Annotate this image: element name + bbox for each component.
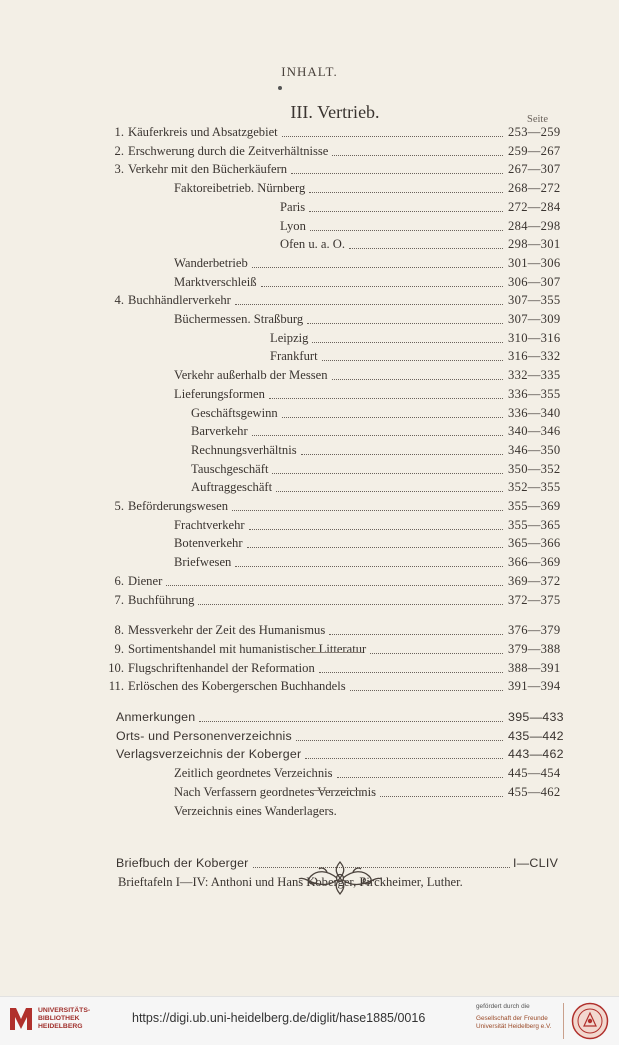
leader-dots — [301, 441, 503, 460]
seite-label: Seite — [527, 114, 548, 125]
toc-row — [0, 366, 619, 385]
toc-row — [0, 553, 619, 572]
toc-row — [0, 329, 619, 348]
toc-row — [0, 497, 619, 516]
toc-title: Verzeichnis eines Wanderlagers. — [174, 803, 337, 818]
toc-pages: 388—391 — [508, 660, 561, 675]
leader-dots — [269, 385, 503, 404]
toc-title: Barverkehr — [191, 424, 248, 439]
toc-title: Briefbuch der Koberger — [116, 856, 249, 871]
toc-pages: 366—369 — [508, 555, 561, 570]
toc-title: Ofen u. a. O. — [280, 237, 346, 252]
toc-title: Geschäftsgewinn — [191, 405, 278, 420]
toc-pages: 298—301 — [508, 237, 561, 252]
ub-heidelberg-label: UNIVERSITÄTS- BIBLIOTHEK HEIDELBERG — [38, 1007, 91, 1030]
section-title: III. Vertrieb. — [290, 102, 380, 122]
toc-row — [0, 347, 619, 366]
page-header: INHALT. — [281, 64, 338, 79]
toc-title: Brieftafeln I—IV: Anthoni und Hans Koberger, Pirckheimer, Luther. — [118, 874, 463, 889]
toc-title: Briefwesen — [174, 555, 232, 570]
toc-title: Verkehr außerhalb der Messen — [174, 368, 328, 383]
leader-dots — [282, 123, 503, 142]
toc-pages: 346—350 — [508, 442, 561, 457]
sponsor-credit — [476, 1003, 551, 1031]
toc-pages: 253—259 — [508, 125, 561, 139]
toc-pages: 259—267 — [508, 143, 561, 158]
leader-dots — [272, 460, 503, 479]
leader-dots — [350, 677, 503, 696]
toc-pages: 307—309 — [508, 312, 561, 326]
toc-pages: 355—365 — [508, 517, 561, 532]
leader-dots — [349, 235, 503, 254]
toc-title: Flugschriftenhandel der Reformation — [128, 660, 315, 675]
leader-dots — [319, 659, 503, 678]
toc-row — [0, 534, 619, 553]
toc-pages: 352—355 — [508, 480, 561, 495]
viewer-footer — [0, 996, 619, 1045]
leader-dots — [296, 727, 503, 746]
toc-title: Orts- und Personenverzeichnis — [116, 728, 292, 743]
toc-row — [0, 764, 619, 783]
toc-pages: 284—298 — [508, 218, 561, 233]
leader-dots — [337, 764, 503, 783]
toc-pages: 268—272 — [508, 181, 561, 196]
toc-row — [0, 310, 619, 329]
leader-dots — [252, 254, 503, 273]
leader-dots — [166, 572, 503, 591]
leader-dots — [312, 329, 503, 348]
leader-dots — [282, 404, 503, 423]
leader-dots — [307, 310, 503, 329]
toc-number: 1. — [114, 125, 124, 139]
toc-pages: 443—462 — [508, 747, 564, 762]
toc-pages: 272—284 — [508, 199, 561, 214]
toc-row — [0, 802, 619, 821]
toc-pages: 301—306 — [508, 255, 561, 270]
toc-row — [0, 235, 619, 254]
toc-row — [0, 621, 619, 640]
leader-dots — [380, 783, 503, 802]
toc-row — [0, 640, 619, 659]
ornament-dot — [278, 86, 282, 90]
toc-row — [0, 441, 619, 460]
toc-pages: I—CLIV — [513, 856, 559, 871]
decorative-ornament-icon — [297, 858, 383, 898]
section-divider — [311, 652, 363, 653]
toc-number: 7. — [114, 592, 124, 607]
leader-dots — [309, 198, 503, 217]
leader-dots — [322, 347, 503, 366]
toc-title: Zeitlich geordnetes Verzeichnis — [174, 766, 333, 781]
toc-row — [0, 404, 619, 423]
toc-row — [0, 123, 619, 142]
toc-pages: 307—355 — [508, 293, 561, 308]
toc-title: Erschwerung durch die Zeitverhältnisse — [128, 143, 329, 158]
toc-number: 8. — [114, 623, 124, 638]
toc-title: Paris — [280, 199, 306, 214]
toc-title: Diener — [128, 573, 163, 588]
toc-number: 11. — [108, 679, 124, 694]
toc-pages: 369—372 — [508, 573, 561, 588]
toc-title: Marktverschleiß — [174, 274, 257, 289]
leader-dots — [235, 553, 503, 572]
leader-dots — [370, 640, 503, 659]
toc-number: 4. — [114, 293, 124, 308]
toc-title: Rechnungsverhältnis — [191, 442, 297, 457]
toc-pages: 350—352 — [508, 461, 561, 476]
leader-dots — [332, 142, 503, 161]
toc-number: 6. — [114, 573, 124, 588]
toc-row — [0, 422, 619, 441]
toc-pages: 445—454 — [508, 766, 561, 781]
toc-pages: 336—355 — [508, 386, 561, 401]
toc-pages: 355—369 — [508, 499, 561, 513]
toc-pages: 372—375 — [508, 592, 561, 607]
toc-title: Buchhändlerverkehr — [128, 293, 231, 308]
leader-dots — [329, 621, 503, 640]
leader-dots — [309, 179, 503, 198]
toc-pages: 455—462 — [508, 784, 561, 799]
toc-number: 3. — [114, 162, 124, 177]
toc-row — [0, 783, 619, 802]
toc-title: Frankfurt — [270, 349, 318, 364]
toc-pages: 435—442 — [508, 728, 564, 743]
toc-title: Käuferkreis und Absatzgebiet — [128, 125, 278, 139]
toc-row — [0, 217, 619, 236]
toc-row — [0, 273, 619, 292]
toc-row — [0, 677, 619, 696]
toc-title: Verlagsverzeichnis der Koberger — [116, 747, 302, 762]
toc-pages: 340—346 — [508, 424, 561, 439]
university-seal-icon — [571, 1002, 609, 1040]
leader-dots — [199, 708, 503, 727]
section-divider — [311, 790, 363, 791]
toc-title: Erlöschen des Kobergerschen Buchhandels — [128, 679, 346, 694]
toc-pages: 310—316 — [508, 330, 561, 345]
leader-dots — [310, 217, 503, 236]
toc-number: 9. — [114, 641, 124, 656]
toc-title: Büchermessen. Straßburg — [174, 312, 304, 326]
toc-title: Leipzig — [270, 330, 309, 345]
toc-pages: 376—379 — [508, 623, 561, 638]
toc-row — [0, 727, 619, 746]
toc-title: Verkehr mit den Bücherkäufern — [128, 162, 288, 177]
toc-title: Tauschgeschäft — [191, 461, 269, 476]
toc-pages: 306—307 — [508, 274, 561, 289]
leader-dots — [291, 160, 503, 179]
leader-dots — [332, 366, 503, 385]
toc-title: Anmerkungen — [116, 710, 196, 724]
leader-dots — [235, 291, 503, 310]
toc-pages: 336—340 — [508, 405, 561, 420]
ub-heidelberg-logo-icon — [8, 1005, 34, 1033]
toc-row — [0, 478, 619, 497]
toc-row — [0, 198, 619, 217]
permalink-url[interactable]: https://digi.ub.uni-heidelberg.de/diglit/hase1885/0016 — [132, 1011, 426, 1025]
toc-title: Lieferungsformen — [174, 386, 265, 401]
toc-title: Auftraggeschäft — [191, 480, 273, 495]
leader-dots — [249, 516, 503, 535]
toc-row — [0, 591, 619, 610]
toc-title: Botenverkehr — [174, 536, 243, 551]
toc-row — [0, 708, 619, 727]
toc-title: Messverkehr der Zeit des Humanismus — [128, 623, 326, 638]
toc-row — [0, 572, 619, 591]
toc-row — [0, 460, 619, 479]
toc-number: 10. — [108, 660, 124, 675]
toc-number: 5. — [114, 499, 124, 513]
toc-pages: 391—394 — [508, 679, 561, 694]
toc-title: Wanderbetrieb — [174, 255, 248, 270]
toc-row — [0, 745, 619, 764]
toc-row — [0, 385, 619, 404]
leader-dots — [276, 478, 503, 497]
toc-title: Beförderungswesen — [128, 499, 229, 513]
leader-dots — [252, 422, 503, 441]
toc-row — [0, 254, 619, 273]
toc-title: Buchführung — [128, 592, 195, 607]
toc-title: Sortimentshandel mit humanistischer Litteratur — [128, 641, 367, 656]
toc-row — [0, 142, 619, 161]
toc-row — [0, 659, 619, 678]
toc-pages: 365—366 — [508, 536, 561, 551]
toc-pages: 267—307 — [508, 162, 561, 177]
toc-pages: 332—335 — [508, 368, 561, 383]
leader-dots — [261, 273, 503, 292]
toc-pages: 379—388 — [508, 641, 561, 656]
toc-number: 2. — [114, 143, 124, 158]
toc-pages: 316—332 — [508, 349, 561, 364]
toc-pages: 395—433 — [508, 710, 564, 724]
leader-dots — [232, 497, 503, 516]
gefoerdert-label: gefördert durch die — [476, 1003, 530, 1010]
gesellschaft-label: Gesellschaft der Freunde Universität Heidelberg e.V. — [476, 1015, 552, 1030]
leader-dots — [305, 745, 503, 764]
leader-dots — [247, 534, 503, 553]
toc-row — [0, 179, 619, 198]
footer-separator — [563, 1003, 564, 1039]
toc-row — [0, 291, 619, 310]
toc-title: Faktoreibetrieb. Nürnberg — [174, 181, 306, 196]
toc-title: Lyon — [280, 218, 306, 233]
toc-title: Frachtverkehr — [174, 517, 245, 532]
toc-title: Nach Verfassern geordnetes Verzeichnis — [174, 784, 377, 799]
leader-dots — [198, 591, 503, 610]
toc-row — [0, 516, 619, 535]
toc-row — [0, 160, 619, 179]
